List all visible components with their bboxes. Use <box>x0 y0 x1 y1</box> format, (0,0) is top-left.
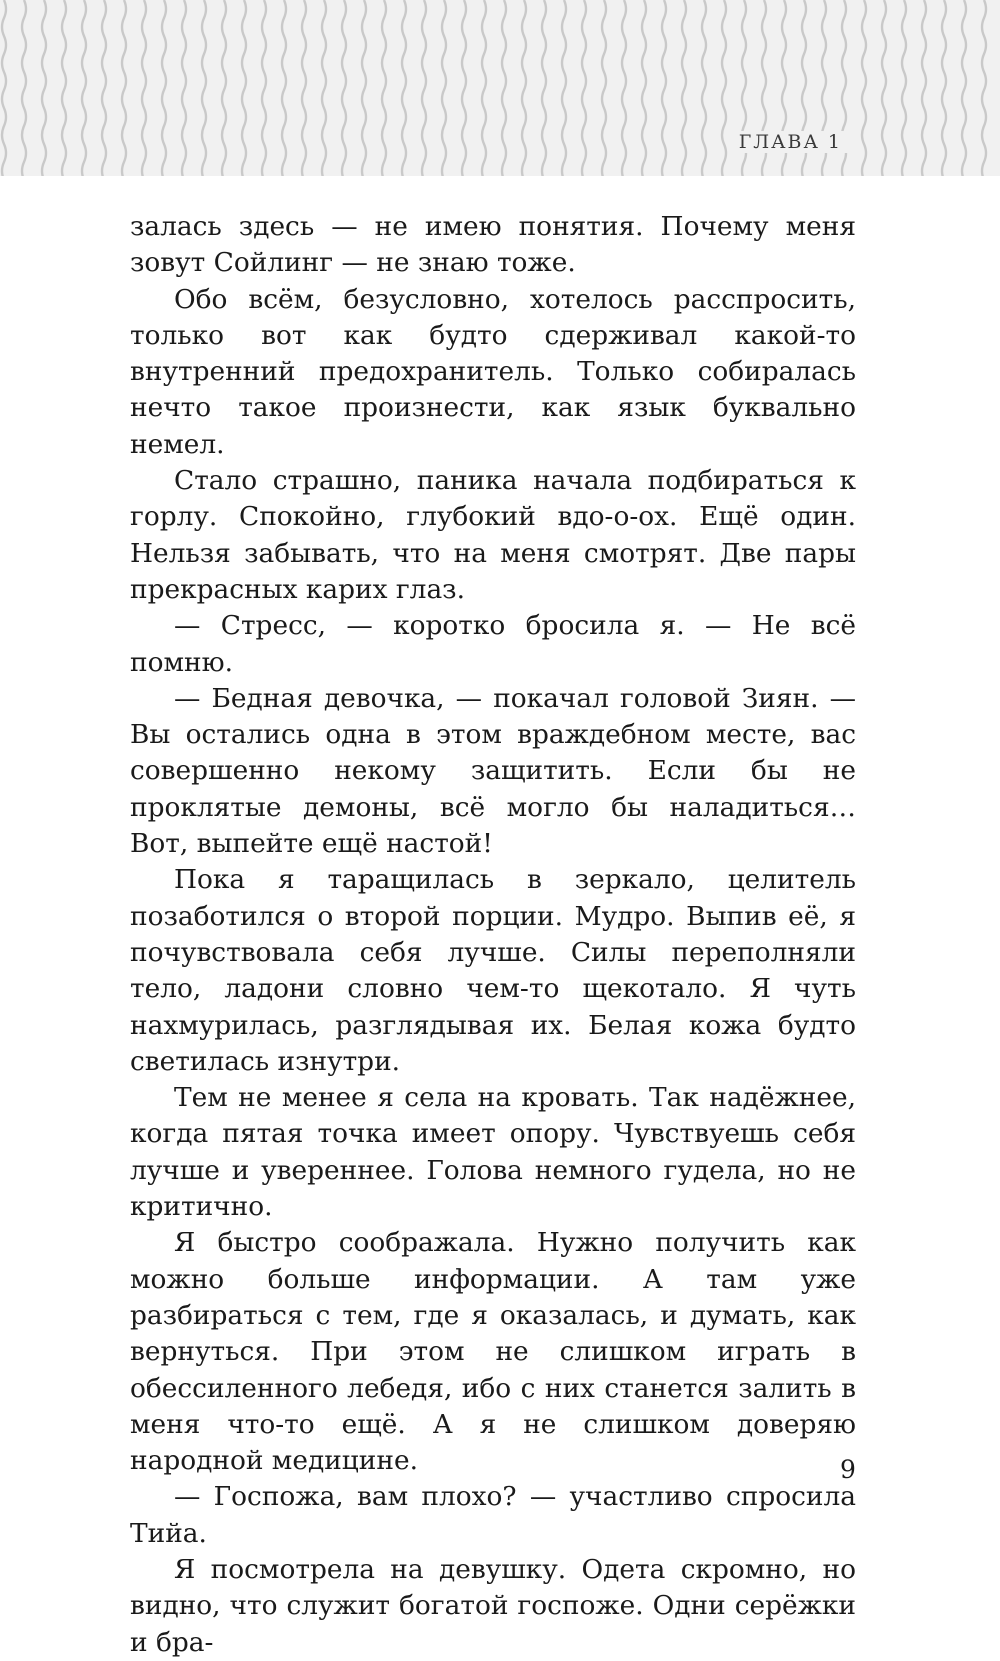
wave-line <box>102 0 106 176</box>
paragraph: Пока я таращилась в зеркало, целитель позаботился о второй порции. Мудро. Выпив её, я почувствовала себя лучше. Силы переполняли тело, ладони словно чем-то щекотало. Я чуть нахмурилась, разглядывая их. Белая кожа будто светилась изнутри. <box>130 864 856 1077</box>
wave-line <box>562 0 566 176</box>
wave-line <box>922 0 926 176</box>
wave-pattern <box>0 0 1000 176</box>
wave-line <box>122 0 126 176</box>
wave-line <box>522 0 526 176</box>
wave-line <box>82 0 86 176</box>
wave-line <box>362 0 366 176</box>
paragraph: — Госпожа, вам плохо? — участливо спросила Тийа. <box>130 1481 856 1549</box>
paragraph: — Бедная девочка, — покачал головой Зиян. — Вы остались одна в этом враждебном месте, вас совершенно некому защитить. Если бы не проклятые демоны, всё могло бы наладиться… Вот, выпейте ещё настой! <box>130 682 856 860</box>
wave-line <box>902 0 906 176</box>
wave-line <box>62 0 66 176</box>
wave-line <box>302 0 306 176</box>
wave-line <box>642 0 646 176</box>
wave-line <box>222 0 226 176</box>
wave-line <box>942 0 946 176</box>
wave-line <box>182 0 186 176</box>
wave-line <box>342 0 346 176</box>
wave-line <box>702 0 706 176</box>
wave-line <box>682 0 686 176</box>
wave-line <box>242 0 246 176</box>
wave-line <box>42 0 46 176</box>
wave-line <box>162 0 166 176</box>
wave-line <box>262 0 266 176</box>
wave-line <box>882 0 886 176</box>
wave-line <box>282 0 286 176</box>
wave-line <box>722 0 726 176</box>
paragraph: — Стресс, — коротко бросила я. — Не всё помню. <box>130 610 856 678</box>
wave-line <box>622 0 626 176</box>
chapter-label: ГЛАВА 1 <box>733 131 848 153</box>
wave-line <box>982 0 986 176</box>
wave-line <box>2 0 6 176</box>
wave-line <box>142 0 146 176</box>
wave-line <box>862 0 866 176</box>
wave-line <box>662 0 666 176</box>
wave-line <box>322 0 326 176</box>
wave-line <box>542 0 546 176</box>
paragraph: Стало страшно, паника начала подбираться к горлу. Спокойно, глубокий вдо-о-ох. Ещё один. Нельзя забывать, что на меня смотрят. Две пары прекрасных карих глаз. <box>130 465 856 605</box>
paragraph: Я посмотрела на девушку. Одета скромно, но видно, что служит богатой госпоже. Одни серёжки и бра- <box>130 1553 856 1658</box>
wave-line <box>502 0 506 176</box>
wave-line <box>442 0 446 176</box>
wave-line <box>462 0 466 176</box>
paragraph: Я быстро соображала. Нужно получить как можно больше информации. А там уже разбираться с тем, где я оказалась, и думать, как вернуться. При этом не слишком играть в обессиленного лебедя, ибо с них станется залить в меня что-то ещё. А я не слишком доверяю народной медицине. <box>130 1227 856 1477</box>
wave-line <box>382 0 386 176</box>
wave-line <box>602 0 606 176</box>
wave-line <box>482 0 486 176</box>
wave-line <box>582 0 586 176</box>
page-number: 9 <box>840 1455 856 1484</box>
wave-line <box>22 0 26 176</box>
paragraph: залась здесь — не имею понятия. Почему меня зовут Сойлинг — не знаю тоже. <box>130 211 856 279</box>
paragraph: Обо всём, безусловно, хотелось расспросить, только вот как будто сдерживал какой-то внутренний предохранитель. Только собиралась нечто такое произнести, как язык буквально немел. <box>130 283 856 460</box>
wave-line <box>402 0 406 176</box>
page-text <box>130 209 856 1661</box>
paragraph: Тем не менее я села на кровать. Так надёжнее, когда пятая точка имеет опору. Чувствуешь себя лучше и увереннее. Голова немного гудела, но не критично. <box>130 1082 856 1223</box>
wave-line <box>962 0 966 176</box>
wave-line <box>422 0 426 176</box>
wave-line <box>202 0 206 176</box>
header-band <box>0 0 1000 176</box>
